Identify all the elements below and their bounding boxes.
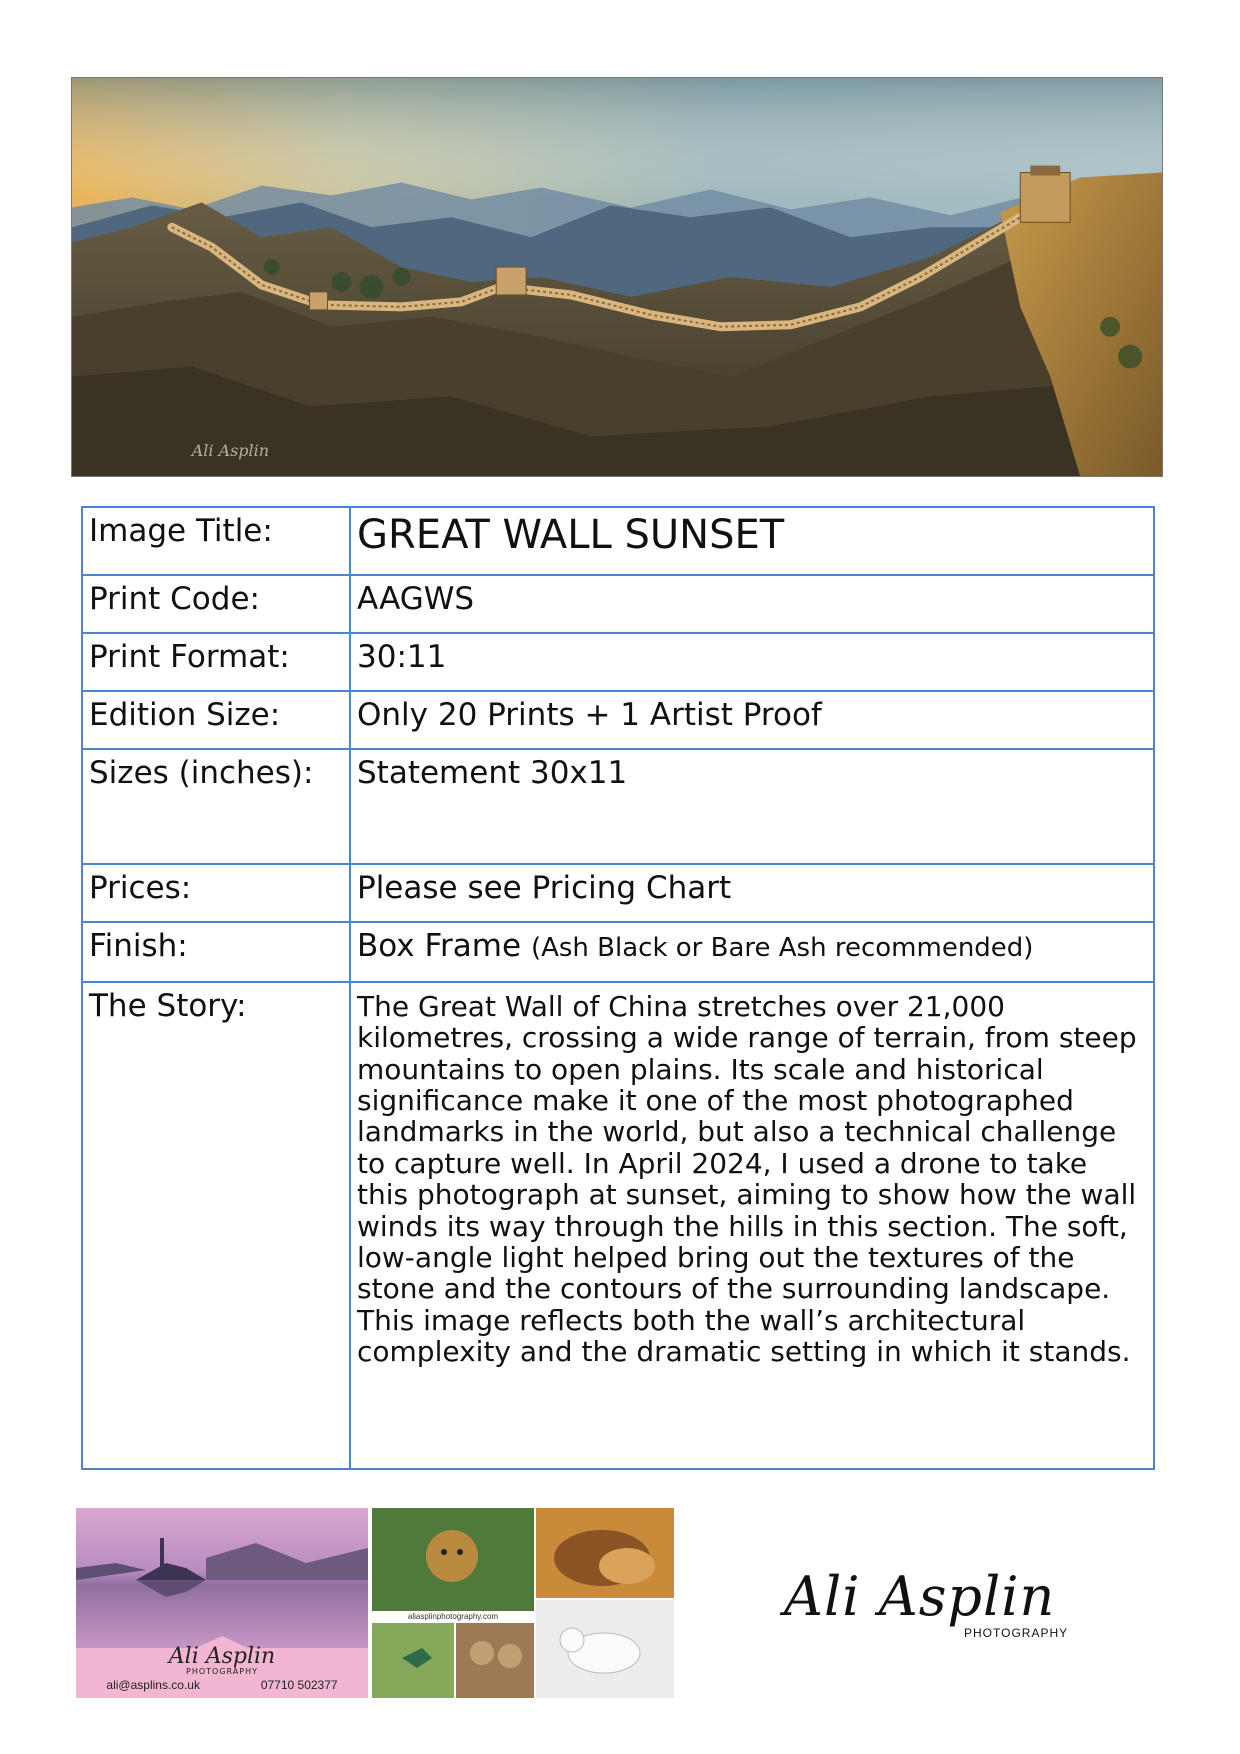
business-card — [76, 1508, 368, 1698]
table-row — [82, 507, 1154, 575]
sizes-value: Statement 30x11 — [350, 749, 1154, 864]
table-row — [82, 922, 1154, 982]
brand-logo — [784, 1565, 1084, 1650]
brand-subtitle: PHOTOGRAPHY — [964, 1626, 1069, 1640]
finish-cell — [350, 922, 1154, 982]
story-text: The Great Wall of China stretches over 21,000 kilometres, crossing a wide range of terrain, from steep mountains to open plains. Its scale and historical significance make it one of the most photographed landmarks in the world, but also a technical challenge to capture well. In April 2024, I used a drone to take this photograph at sunset, aiming to show how the wall winds its way through the hills in this section. The soft, low-angle light helped bring out the textures of the stone and the contours of the surrounding landscape. This image reflects both the wall’s architectural complexity and the dramatic setting in which it stands. — [350, 982, 1154, 1469]
mosaic-website: aliasplinphotography.com — [372, 1611, 534, 1622]
table-row — [82, 633, 1154, 691]
finish-label: Finish: — [82, 922, 350, 982]
card-phone[interactable]: 07710 502377 — [260, 1678, 338, 1692]
table-row — [82, 749, 1154, 864]
edition-size-label: Edition Size: — [82, 691, 350, 749]
print-code-value: AAGWS — [350, 575, 1154, 633]
finish-value: Box Frame — [357, 928, 522, 964]
card-contact — [76, 1678, 368, 1692]
table-row — [82, 982, 1154, 1469]
edition-size-value: Only 20 Prints + 1 Artist Proof — [350, 691, 1154, 749]
sizes-label: Sizes (inches): — [82, 749, 350, 864]
table-row — [82, 691, 1154, 749]
print-format-value: 30:11 — [350, 633, 1154, 691]
story-label: The Story: — [82, 982, 350, 1469]
card-signature-text: Ali Asplin — [168, 1644, 276, 1669]
card-signature — [76, 1644, 368, 1676]
monkeys-photo — [456, 1623, 534, 1698]
card-signature-sub: PHOTOGRAPHY — [186, 1667, 258, 1676]
print-info-table — [81, 506, 1155, 1470]
table-row — [82, 864, 1154, 922]
image-title-value: GREAT WALL SUNSET — [350, 507, 1154, 575]
prices-label: Prices: — [82, 864, 350, 922]
brand-signature: Ali Asplin — [784, 1565, 1056, 1628]
finish-note: (Ash Black or Bare Ash recommended) — [530, 933, 1034, 963]
card-email[interactable]: ali@asplins.co.uk — [106, 1678, 200, 1692]
table-row — [82, 575, 1154, 633]
print-code-label: Print Code: — [82, 575, 350, 633]
print-format-label: Print Format: — [82, 633, 350, 691]
hero-watermark: Ali Asplin — [191, 441, 270, 461]
hero-photo — [71, 77, 1163, 477]
great-wall-panorama-image — [72, 78, 1162, 476]
image-title-label: Image Title: — [82, 507, 350, 575]
wildlife-photos — [372, 1508, 674, 1698]
prices-value: Please see Pricing Chart — [350, 864, 1154, 922]
wildlife-mosaic — [372, 1508, 674, 1698]
